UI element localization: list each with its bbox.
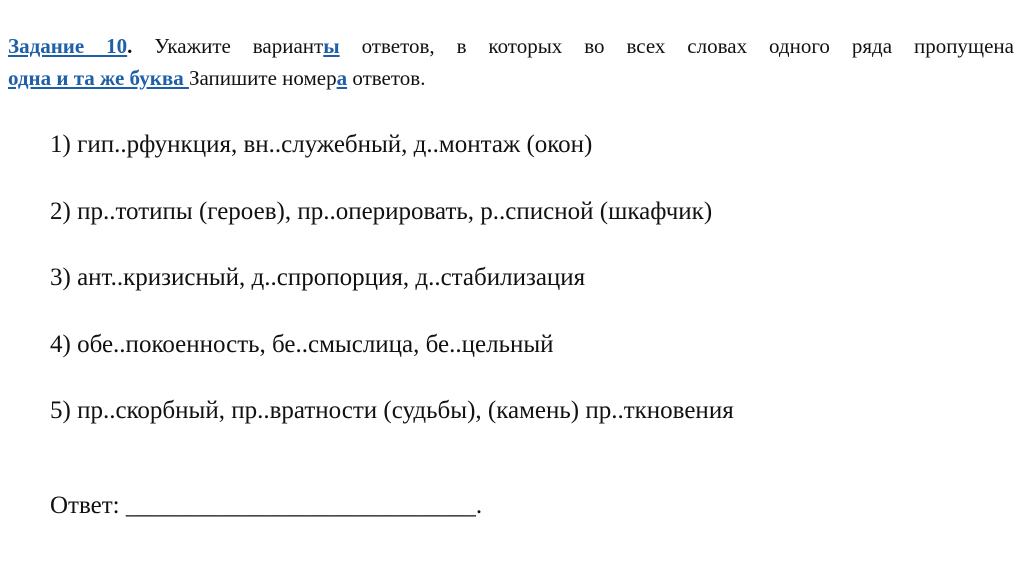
highlight-letter-a: а	[336, 66, 348, 90]
option-2: 2) пр..тотипы (героев), пр..оперировать, р..списной (шкафчик)	[50, 197, 713, 225]
task-text-part-2: ответов, в которых во всех словах одного ряда пропущена	[339, 34, 1014, 58]
option-4: 4) обе..покоенность, бе..смыслица, бе..цельный	[50, 330, 554, 358]
task-text-part-1: Укажите вариант	[132, 34, 324, 58]
answer-end-dot: .	[475, 492, 483, 519]
task-text-part-4: ответов.	[347, 66, 426, 90]
answer-options-list	[50, 124, 734, 457]
answer-line	[50, 486, 482, 526]
task-text-part-3: Запишите номер	[188, 66, 337, 90]
task-statement	[8, 30, 1014, 94]
task-line-1	[8, 30, 1014, 62]
highlight-letter-y: ы	[323, 34, 340, 58]
same-letter-phrase: одна и та же буква	[8, 66, 189, 90]
task-label-dot: .	[127, 34, 133, 58]
task-number-label: Задание 10	[8, 34, 128, 58]
option-3: 3) ант..кризисный, д..спропорция, д..стабилизация	[50, 264, 586, 291]
answer-label: Ответ:	[50, 492, 126, 519]
answer-blank[interactable]: ____________________________	[125, 492, 476, 519]
option-1: 1) гип..рфункция, вн..служебный, д..монтаж (окон)	[50, 131, 593, 158]
task-line-2	[8, 62, 1014, 94]
option-5: 5) пр..скорбный, пр..вратности (судьбы), (камень) пр..ткновения	[50, 397, 734, 424]
